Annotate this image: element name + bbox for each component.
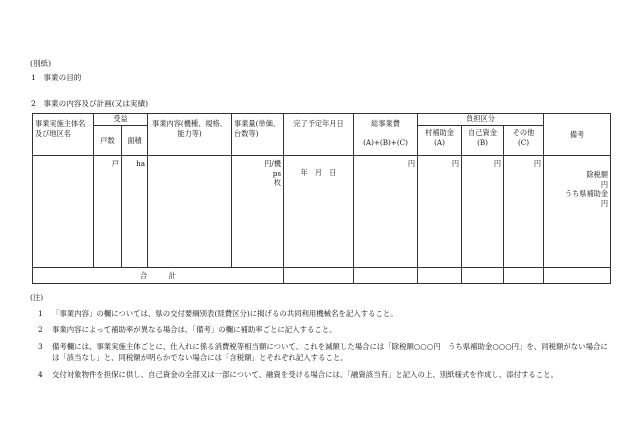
note-number: 2	[38, 325, 43, 335]
note-text: 事業内容によって補助率が異なる場合は、「備考」の欄に補助率ごとに記入すること。	[52, 325, 337, 335]
note-item	[30, 309, 610, 320]
header-self-funds: 自己資金 (B)	[462, 126, 504, 156]
note-number: 3	[38, 342, 43, 352]
header-total-cost	[354, 114, 418, 156]
cell-entity	[33, 156, 94, 268]
header-content: 事業内容(機種、規格、能力等)	[148, 114, 232, 156]
total-village-subsidy	[418, 268, 462, 284]
project-plan-table	[32, 113, 611, 284]
notes-section	[30, 293, 610, 386]
total-completion	[284, 268, 354, 284]
note-text: 備考欄には、事業実施主体ごとに、仕入れに係る消費税等相当額について、これを減額した場合には「除税額○○○円 うち県補助金○○○円」を、同税額がない場合には「該当なし」と、同税額が明らかでない場合には「含税額」とそれぞれ記入すること。	[52, 342, 608, 362]
cell-village-subsidy: 円	[418, 156, 462, 268]
notes-title: (注)	[30, 293, 44, 302]
header-remarks: 備考	[544, 114, 611, 156]
cell-remarks: 除税額 円 うち県補助金 円	[544, 156, 611, 268]
header-burden: 負担区分	[418, 114, 544, 126]
total-remarks	[544, 268, 611, 284]
header-households: 戸数	[94, 126, 122, 156]
note-number: 4	[38, 369, 43, 379]
header-other: その他 (C)	[504, 126, 544, 156]
total-self-funds	[462, 268, 504, 284]
cell-other: 円	[504, 156, 544, 268]
cell-quantity: 円/機 ps 枚	[232, 156, 284, 268]
header-entity: 事業実施主体名及び地区名	[33, 114, 94, 156]
total-other	[504, 268, 544, 284]
note-text: 交付対象物件を担保に供し、自己資金の全部又は一部について、融資を受ける場合には、「融資該当有」と記入の上、別紙様式を作成し、添付すること。	[52, 369, 558, 379]
cell-households: 戸	[94, 156, 122, 268]
attachment-label: (別紙)	[30, 59, 52, 68]
header-beneficiary: 受益	[94, 114, 148, 126]
note-number: 1	[38, 308, 43, 318]
header-village-subsidy: 村補助金 (A)	[418, 126, 462, 156]
section-2-heading: 2 事業の内容及び計画(又は実績)	[31, 99, 149, 108]
header-total-cost-formula: (A)+(B)+(C)	[363, 137, 408, 147]
note-item	[30, 342, 610, 363]
cell-content	[148, 156, 232, 268]
cell-total-cost: 円	[354, 156, 418, 268]
header-quantity: 事業量(単価、台数等)	[232, 114, 284, 156]
note-text: 「事業内容」の欄については、県の交付要綱別表(経費区分)に掲げるの共同利用機械名を記入すること。	[52, 308, 398, 318]
cell-completion-date: 年 月 日	[284, 156, 354, 268]
note-item	[30, 325, 610, 336]
header-total-cost-label: 総事業費	[371, 119, 400, 128]
cell-self-funds: 円	[462, 156, 504, 268]
header-completion: 完了予定年月日	[284, 114, 354, 156]
total-cost	[354, 268, 418, 284]
section-1-heading: 1 事業の目的	[31, 73, 82, 82]
cell-area: ha	[122, 156, 148, 268]
note-item	[30, 370, 610, 381]
total-row-label: 合 計	[33, 268, 284, 284]
header-area: 面積	[122, 126, 148, 156]
